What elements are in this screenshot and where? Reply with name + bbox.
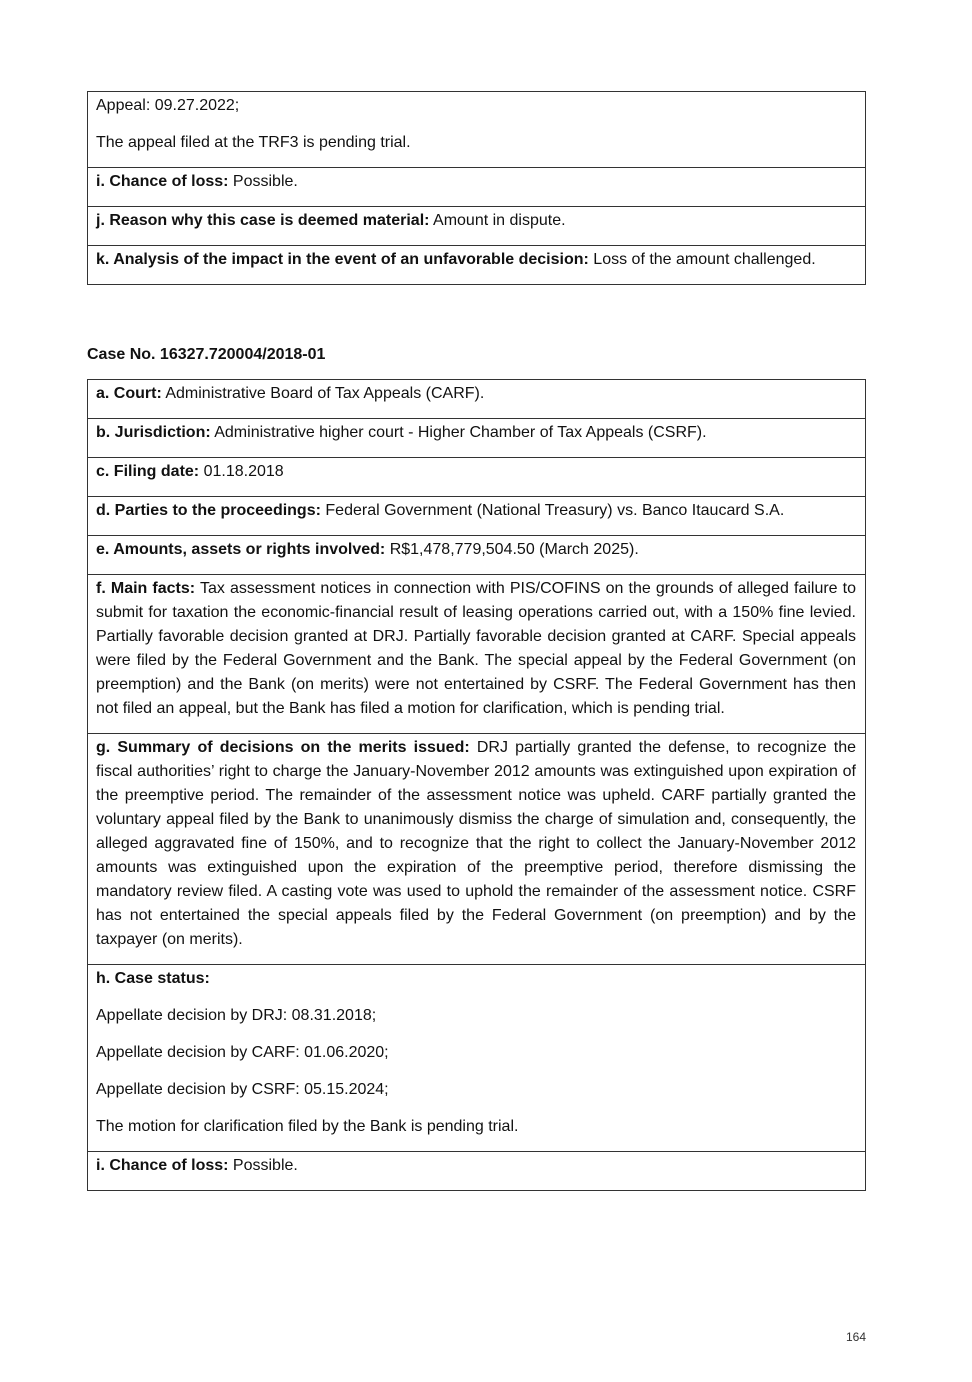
field-value: Loss of the amount challenged.	[593, 251, 816, 268]
case-heading: Case No. 16327.720004/2018-01	[87, 346, 326, 363]
field-value: Federal Government (National Treasury) vs. Banco Itaucard S.A.	[325, 502, 785, 519]
jurisdiction-row	[88, 419, 865, 458]
field-label: b. Jurisdiction:	[96, 424, 211, 441]
amounts-row	[88, 536, 865, 575]
status-line: Appellate decision by DRJ: 08.31.2018;	[96, 1007, 377, 1024]
field-label: e. Amounts, assets or rights involved:	[96, 541, 386, 558]
chance-of-loss-row	[88, 1152, 865, 1191]
field-value: Tax assessment notices in connection with PIS/COFINS on the grounds of alleged failure to submit for taxation the economic-financial result of leasing operations carried out, with a 150% fine levied. Partially favorable decision granted at DRJ. Partially favorable decision granted at CARF. Special appeals were filed by the Federal Government and the Bank. The special appeal by the Federal Government (on preemption) and the Bank (on merits) were not entertained by CSRF. The Federal Government has then not filed an appeal, but the Bank has filed a motion for clarification, which is pending trial.	[96, 580, 857, 717]
case-status-row	[88, 965, 865, 1152]
filing-date-row	[88, 458, 865, 497]
field-value: R$1,478,779,504.50 (March 2025).	[389, 541, 639, 558]
status-line: Appellate decision by CSRF: 05.15.2024;	[96, 1081, 389, 1098]
page-number: 164	[845, 1330, 866, 1344]
case-status-continued	[88, 92, 865, 168]
field-value: Amount in dispute.	[433, 212, 566, 229]
status-line: The motion for clarification filed by the Bank is pending trial.	[96, 1118, 519, 1135]
case-table	[87, 379, 866, 1191]
court-row	[88, 380, 865, 419]
field-label: f. Main facts:	[96, 580, 196, 597]
field-value: 01.18.2018	[203, 463, 284, 480]
status-line: Appeal: 09.27.2022;	[96, 97, 240, 114]
field-label: g. Summary of decisions on the merits issued:	[96, 739, 470, 756]
field-label: c. Filing date:	[96, 463, 200, 480]
field-label: k. Analysis of the impact in the event of an unfavorable decision:	[96, 251, 589, 268]
field-label: d. Parties to the proceedings:	[96, 502, 321, 519]
chance-of-loss-row	[88, 168, 865, 207]
field-value: Administrative higher court - Higher Chamber of Tax Appeals (CSRF).	[214, 424, 707, 441]
main-facts-row	[88, 575, 865, 734]
field-label: i. Chance of loss:	[96, 173, 229, 190]
field-value: Administrative Board of Tax Appeals (CARF).	[165, 385, 485, 402]
reason-material-row	[88, 207, 865, 246]
field-label: h. Case status:	[96, 970, 210, 987]
impact-analysis-row	[88, 246, 865, 285]
field-value: DRJ partially granted the defense, to recognize the fiscal authorities’ right to charge the January-November 2012 amounts was extinguished upon expiration of the preemptive period. The remainder of the assessment notice was upheld. CARF partially granted the voluntary appeal filed by the Bank to unanimously dismiss the charge of simulation and, consequently, the alleged aggravated fine of 150%, and to recognize that the right to collect the January-November 2012 amounts was extinguished upon the expiration of the preemptive period, therefore dismissing the mandatory review filed. A casting vote was used to uphold the remainder of the assessment notice. CSRF has not entertained the special appeals filed by the Federal Government (on preemption) and by the taxpayer (on merits).	[96, 739, 856, 948]
continuation-table	[87, 91, 866, 285]
field-value: Possible.	[232, 173, 298, 190]
status-line: The appeal filed at the TRF3 is pending trial.	[96, 134, 411, 151]
status-line: Appellate decision by CARF: 01.06.2020;	[96, 1044, 389, 1061]
field-label: j. Reason why this case is deemed material:	[96, 212, 430, 229]
field-value: Possible.	[232, 1157, 298, 1174]
parties-row	[88, 497, 865, 536]
decisions-summary-row	[88, 734, 865, 965]
field-label: i. Chance of loss:	[96, 1157, 229, 1174]
field-label: a. Court:	[96, 385, 162, 402]
